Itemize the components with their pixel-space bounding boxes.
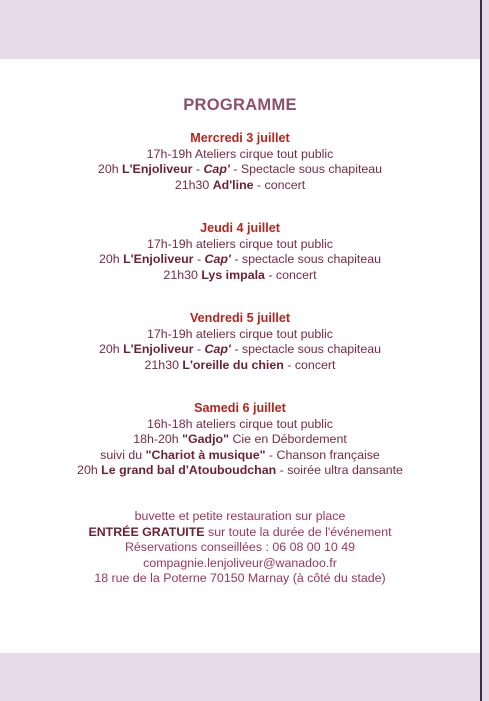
day-mercredi: [0, 131, 480, 193]
day-line: 20h L'Enjoliveur - Cap' - Spectacle sous chapiteau: [97, 162, 383, 176]
day-jeudi: [0, 221, 480, 283]
reservation-text: Réservations conseillées : 06 08 00 10 49: [124, 540, 356, 554]
day-line: 16h-18h ateliers cirque tout public: [147, 416, 333, 431]
day-line: 21h30 L'oreille du chien - concert: [144, 357, 336, 372]
day-line: 21h30 Lys impala - concert: [163, 267, 317, 282]
day-heading: Mercredi 3 juillet: [190, 131, 290, 145]
day-line: 17h-19h ateliers cirque tout public: [147, 326, 333, 341]
email-text: compagnie.lenjoliveur@wanadoo.fr: [143, 555, 337, 570]
day-heading: Vendredi 5 juillet: [189, 311, 291, 325]
day-line: 21h30 Ad'line - concert: [174, 177, 306, 192]
day-heading: Jeudi 4 juillet: [200, 221, 280, 235]
day-heading: Samedi 6 juillet: [194, 401, 286, 415]
programme-title: PROGRAMME: [183, 96, 297, 114]
day-samedi: [0, 401, 480, 479]
day-line: 17h-19h Ateliers cirque tout public: [146, 146, 334, 161]
day-line: 20h L'Enjoliveur - Cap' - spectacle sous chapiteau: [98, 252, 382, 266]
day-line: 20h Le grand bal d'Atouboudchan - soirée ultra dansante: [77, 463, 403, 477]
day-line: 20h L'Enjoliveur - Cap' - spectacle sous chapiteau: [98, 342, 382, 356]
refreshments-text: buvette et petite restauration sur place: [134, 509, 346, 523]
address-text: 18 rue de la Poterne 70150 Marnay (à côté du stade): [94, 571, 386, 585]
right-border-line: [480, 0, 482, 701]
day-line: 17h-19h ateliers cirque tout public: [147, 236, 333, 251]
info-block: [0, 509, 480, 587]
entry-text: ENTRÉE GRATUITE sur toute la durée de l'événement: [88, 524, 392, 539]
day-line: 18h-20h "Gadjo" Cie en Débordement: [133, 432, 347, 446]
day-line: suivi du "Chariot à musique" - Chanson française: [100, 447, 380, 462]
day-vendredi: [0, 311, 480, 373]
